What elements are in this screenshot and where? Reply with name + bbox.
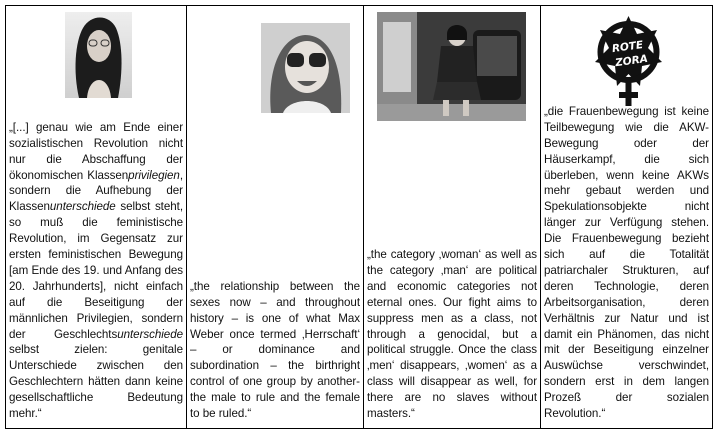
svg-text:ZORA: ZORA (614, 52, 649, 70)
svg-text:ROTE: ROTE (611, 38, 644, 56)
quote-text-1: „[...] genau wie am Ende einer sozialistischen Revolution nicht nur die Abschaffung der ökonomischen Klassenprivilegien, sondern die Aufhebung der Klassenunterschiede selbst steht, so muß die feministische Revolution, im Gegensatz zur ersten feministischen Bewegung [am Ende des 19. und Anfang des 20. Jahrhunderts], nicht einfach auf die Beseitigung der männlichen Privilegien, sondern der Geschlechtsunterschiede selbst zielen: genitale Unterschiede zwischen den Geschlechtern hätten dann keine gesellschaftliche Bedeutung mehr.“ (9, 120, 183, 421)
column-4 (541, 6, 712, 428)
column-2 (187, 6, 364, 428)
column-1 (6, 6, 187, 428)
portrait-photo-2 (261, 23, 350, 113)
quote-text-2: „the relationship between the sexes now – and throughout history – is one of what Max Weber once termed ‚Herrschaft‘ – or dominance and subordination – the birthright control of one group by another-the male to rule and the female to be ruled.“ (190, 279, 360, 421)
portrait-photo-1 (65, 12, 132, 98)
column-3 (364, 6, 541, 428)
quote-text-3: „the category ‚woman‘ as well as the category ‚man‘ are political and economic categories not eternal ones. Our fight aims to suppress men as a class, not through a genocidal, but a political struggle. Once the class ‚men‘ disappears, ‚women‘ as a class will disappear as well, for there are no slaves without masters.“ (367, 248, 537, 421)
seated-woman-photo (377, 12, 526, 121)
quote-table (5, 5, 713, 429)
quote-text-4: „die Frauenbewegung ist keine Teilbewegung wie die AKW-Bewegung oder der Häuserkampf, die sich überleben, wenn keine AKWs mehr gebaut werden und Spekulationsobjekte nicht länger zur Verfügung stehen. Die Frauenbewegung bezieht sich auf die Totalität patriarchaler Strukturen, auf deren Technologie, deren Arbeitsorganisation, deren Verhältnis zur Natur und ist damit ein Phänomen, das nicht mit der Beseitigung einzelner Auswüchse verschwindet, sondern erst in dem langen Prozeß der sozialen Revolution.“ (544, 104, 709, 421)
